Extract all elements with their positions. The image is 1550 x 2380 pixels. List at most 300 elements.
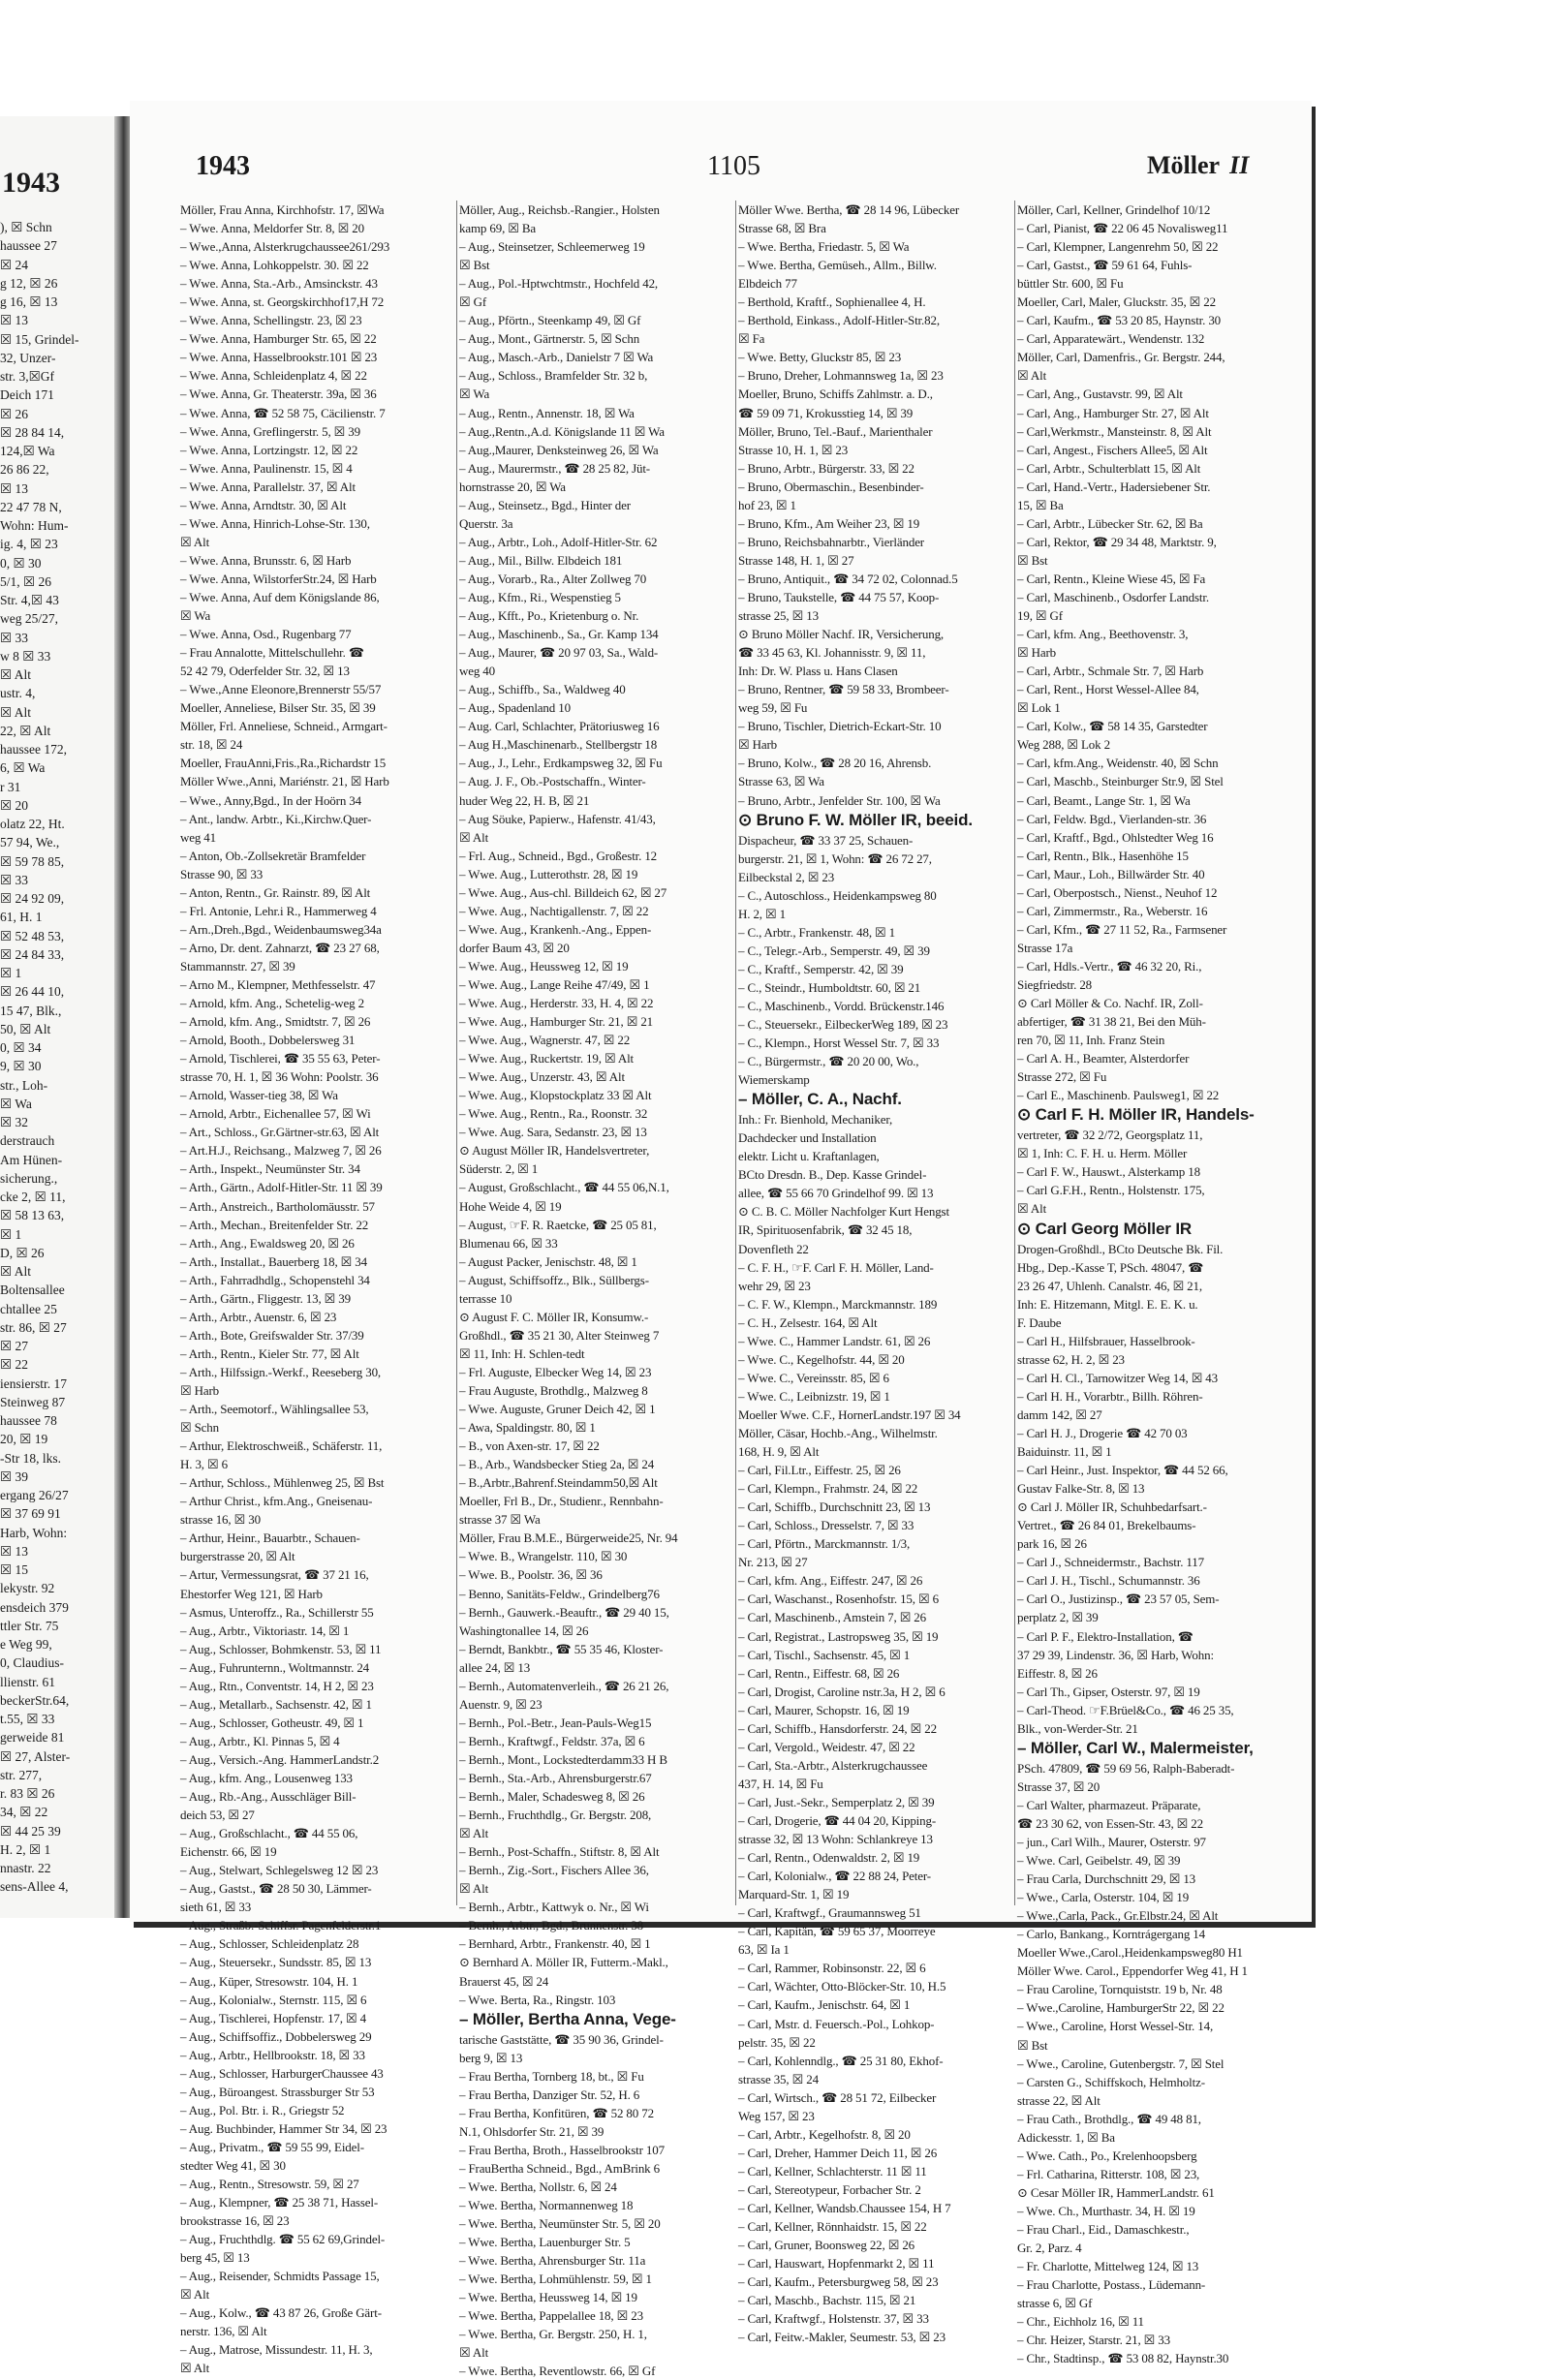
left-page-line: 5/1, ☒ 26 [0,573,51,589]
left-page-line: Am Hünen- [0,1152,63,1167]
left-page-line: ☒ 15 [0,1562,28,1577]
directory-entry-line: Möller Wwe. Bertha, ☎ 28 14 96, Lübecker [738,202,960,217]
directory-entry-line: – Bernhard, Arbtr., Frankenstr. 40, ☒ 1 [459,1936,651,1952]
directory-entry-line: – Wwe. Aug., Klopstockplatz 33 ☒ Alt [459,1088,652,1103]
directory-entry-line: – Arnold, Wasser-tieg 38, ☒ Wa [180,1088,338,1103]
directory-entry-line: ☎ 59 09 71, Krokusstieg 14, ☒ 39 [738,405,914,420]
left-page-lines [0,218,114,1897]
directory-entry-line: – Arthur, Heinr., Bauarbtr., Schauen- [180,1530,360,1546]
directory-entry-line: – Carl, Pförtn., Marckmannstr. 1/3, [738,1536,911,1552]
directory-entry-line: – Arth., Ang., Ewaldsweg 20, ☒ 26 [180,1235,355,1251]
column-divider [1014,201,1015,1905]
directory-entry-line: – C., Steindr., Humboldtstr. 60, ☒ 21 [738,979,921,995]
directory-entry-line: – Arth., Gärtn., Fliggestr. 13, ☒ 39 [180,1290,351,1306]
directory-entry-line: – Bernh., Pol.-Betr., Jean-Pauls-Weg15 [459,1715,652,1730]
directory-entry-line: ☒ Bst [1017,552,1048,568]
left-page-line: Wohn: Hum- [0,518,69,533]
directory-entry-line: – Carl, Kellner, Wandsb.Chaussee 154, H 7 [738,2200,951,2215]
directory-entry-line: Wiemerskamp [738,1072,810,1088]
directory-entry-line: ☒ Alt [1017,368,1047,384]
directory-entry-line: strasse 35, ☒ 24 [738,2071,819,2086]
directory-entry-line: – Aug., Schlosser, HarburgerChaussee 43 [180,2065,384,2081]
directory-entry-line: – Aug., Kfft., Po., Krietenburg o. Nr. [459,608,639,624]
directory-entry-line: – Carl, Hand.-Vertr., Hadersiebener Str. [1017,479,1211,494]
left-page-line: lekystr. 92 [0,1581,55,1596]
directory-entry-line: – Carl, Maurer, Schopstr. 16, ☒ 19 [738,1702,910,1717]
directory-entry-line: – Bruno, Dreher, Lohmannsweg 1a, ☒ 23 [738,368,944,384]
left-page-line: haussee 172, [0,742,67,757]
directory-entry-line: – Carl, Hdls.-Vertr., ☎ 46 32 20, Ri., [1017,958,1202,974]
directory-entry-line: – Wwe. Anna, Brunsstr. 6, ☒ Harb [180,552,352,568]
column-divider [456,201,457,1905]
directory-entry-line: Großhdl., ☎ 35 21 30, Alter Steinweg 7 [459,1327,660,1343]
directory-entry-line: – Wwe. Bertha, Nollstr. 6, ☒ 24 [459,2179,617,2194]
directory-entry-line: weg 59, ☒ Fu [738,700,808,716]
directory-entry-line: – Bruno, Tischler, Dietrich-Eckart-Str. 10 [738,719,942,734]
directory-entry-line: – Art., Schloss., Gr.Gärtner-str.63, ☒ Alt [180,1125,380,1140]
directory-entry-line: – Carl O., Justizinsp., ☎ 23 57 05, Sem- [1017,1592,1220,1607]
directory-entry-line: – Wwe.,Anne Eleonore,Brennerstr 55/57 [180,682,382,697]
directory-entry-line: – Aug., Arbtr., Loh., Adolf-Hitler-Str. 62 [459,534,658,549]
page-header [130,151,1312,190]
directory-entry-line: – Aug., Rentn., Stresowstr. 59, ☒ 27 [180,2177,359,2192]
directory-entry-line: burgerstrasse 20, ☒ Alt [180,1549,295,1564]
directory-entry-line: berg 9, ☒ 13 [459,2050,523,2065]
directory-entry-line: – Arnold, Booth., Dobbelersweg 31 [180,1033,356,1048]
directory-entry-line: – Carl, Schiffb., Durchschnitt 23, ☒ 13 [738,1499,931,1515]
left-page-line: ☒ 20 [0,797,28,813]
directory-entry-line: huder Weg 22, H. B, ☒ 21 [459,792,590,808]
directory-entry-line: – Carl H. H., Vorarbtr., Billh. Röhren- [1017,1388,1203,1404]
left-page-line: 61, H. 1 [0,910,43,925]
directory-entry-line: – C., Arbtr., Frankenstr. 48, ☒ 1 [738,924,895,940]
directory-entry-line: – Carl F. W., Hauswt., Alsterkamp 18 [1017,1164,1200,1180]
directory-entry-line: – Bernh., Mont., Lockstedterdamm33 H B [459,1751,667,1767]
directory-entry-line: ☒ Harb [738,737,777,753]
directory-entry-line: – Carl, Ang., Hamburger Str. 27, ☒ Alt [1017,405,1209,420]
directory-entry-line: ☒ 11, Inh: H. Schlen-tedt [459,1345,585,1361]
directory-entry-line: Moeller, Frl B., Dr., Studienr., Rennbahn- [459,1494,664,1509]
page-number: 1105 [707,151,760,181]
left-page-line: Str. 4,☒ 43 [0,593,59,607]
left-page-line: ), ☒ Schn [0,220,52,234]
page-year: 1943 [196,151,250,181]
directory-entry-line: – Wwe. Aug., Krankenh.-Ang., Eppen- [459,921,652,937]
directory-entry-line: – Bruno, Taukstelle, ☎ 44 75 57, Koop- [738,589,940,604]
directory-entry-line: – Frau Caroline, Tornquiststr. 19 b, Nr. 48 [1017,1982,1223,1997]
left-page-line: ☒ 27 [0,1339,28,1353]
directory-entry-line: Möller, Frau B.M.E., Bürgerweide25, Nr. 94 [459,1530,678,1546]
directory-entry-line: – Arth., Seemotorf., Wählingsallee 53, [180,1402,369,1417]
directory-entry-line: Elbdeich 77 [738,276,797,292]
left-page-line: t.55, ☒ 33 [0,1712,55,1726]
left-page-line: haussee 27 [0,238,57,254]
left-page-line: haussee 78 [0,1413,57,1428]
directory-entry-line: – Bernh., Arbtr., Kattwyk o. Nr., ☒ Wi [459,1900,649,1915]
directory-entry-line: Möller, Frau Anna, Kirchhofstr. 17, ☒Wa [180,202,385,217]
directory-entry-line: – Frau Bertha, Konfitüren, ☎ 52 80 72 [459,2105,654,2120]
directory-entry-line: – Aug., Pol.-Hptwchtmstr., Hochfeld 42, [459,276,659,292]
directory-entry-line: – Wwe. Bertha, Lauenburger Str. 5 [459,2235,631,2250]
directory-entry-line: 15, ☒ Ba [1017,497,1064,512]
directory-entry-line: Nr. 213, ☒ 27 [738,1555,808,1570]
directory-entry-line: – Carl, Kaufm., Petersburgweg 58, ☒ 23 [738,2274,939,2290]
directory-entry-line: – Aug., Arbtr., Hellbrookstr. 18, ☒ 33 [180,2047,365,2062]
directory-entry-line: – August, ☞F. R. Raetcke, ☎ 25 05 81, [459,1217,657,1232]
directory-entry-line: – Wwe. Bertha, Friedastr. 5, ☒ Wa [738,239,910,255]
left-page-line: ☒ 33 [0,872,28,887]
running-head-name: Möller [1147,151,1221,179]
directory-entry-line: kamp 69, ☒ Ba [459,221,537,236]
directory-entry-line: – C., Klempn., Horst Wessel Str. 7, ☒ 33 [738,1035,940,1051]
directory-entry-line: – Carl, Kaufm., ☎ 53 20 85, Haynstr. 30 [1017,313,1222,328]
left-page-line: 0, Claudius- [0,1655,64,1671]
directory-entry-line: – Arn.,Dreh.,Bgd., Weidenbaumsweg34a [180,921,382,937]
directory-entry-line: – Bruno, Rentner, ☎ 59 58 33, Brombeer- [738,682,949,697]
left-page-line: ☒ 33 [0,630,28,645]
left-page-line: ☒ 1 [0,966,22,980]
directory-entry-line: – Aug., Schlosser, Gotheustr. 49, ☒ 1 [180,1715,364,1730]
directory-entry-line: – Aug., Maschinenb., Sa., Gr. Kamp 134 [459,627,659,642]
left-page-line: ☒ 13 [0,313,28,328]
directory-entry-line: ⊙ Bernhard A. Möller IR, Futterm.-Makl., [459,1955,668,1970]
directory-entry-line: IR, Spirituosenfabrik, ☎ 32 45 18, [738,1222,913,1238]
directory-entry-line: Moeller, Carl, Maler, Gluckstr. 35, ☒ 22 [1017,294,1216,310]
directory-entry-line: – Aug., J., Lehr., Erdkampsweg 32, ☒ Fu [459,756,663,771]
directory-entry-line: – Berthold, Kraftf., Sophienallee 4, H. [738,294,926,310]
directory-entry-line: – Carl, Feitw.-Makler, Seumestr. 53, ☒ 23 [738,2330,946,2345]
left-page-line: ☒ 44 25 39 [0,1823,61,1839]
directory-entry-line: – Aug., Mil., Billw. Elbdeich 181 [459,552,623,568]
directory-entry-line: – C., Steuersekr., EilbeckerWeg 189, ☒ 23 [738,1017,948,1033]
directory-entry-line: park 16, ☒ 26 [1017,1536,1087,1552]
directory-entry-line: – Bernh., Fruchthdlg., Gr. Bergstr. 208, [459,1808,652,1823]
left-page-line: ☒ 27, Alster- [0,1748,71,1764]
directory-entry-line: strasse 62, H. 2, ☒ 23 [1017,1351,1125,1367]
directory-entry-line: Strasse 272, ☒ Fu [1017,1069,1107,1085]
directory-entry-line: – Wwe.,Caroline, HamburgerStr 22, ☒ 22 [1017,2000,1224,2016]
directory-entry-line: – Berndt, Bankbtr., ☎ 55 35 46, Kloster- [459,1641,664,1656]
left-page-line: ☒ 52 48 53, [0,928,65,943]
directory-page [130,101,1312,2379]
directory-entry-line: Moeller, FrauAnni,Fris.,Ra.,Richardstr 15 [180,756,387,771]
directory-entry-line: – Carl, Angest., Fischers Allee5, ☒ Alt [1017,442,1208,457]
left-page-line: ig. 4, ☒ 23 [0,537,58,552]
directory-entry-line: – C., Telegr.-Arb., Semperstr. 49, ☒ 39 [738,943,930,958]
directory-entry-line: – C., Kraftf., Semperstr. 42, ☒ 39 [738,961,904,976]
directory-entry-line: Strasse 63, ☒ Wa [738,774,824,789]
directory-entry-line: – B., Arb., Wandsbecker Stieg 2a, ☒ 24 [459,1457,655,1472]
directory-entry-line: ☒ Harb [1017,645,1056,661]
directory-entry-line: Brauerst 45, ☒ 24 [459,1973,549,1989]
left-page-line: 20, ☒ 19 [0,1432,48,1447]
directory-entry-line: – Carlo, Bankang., Korntrágergang 14 [1017,1927,1206,1942]
directory-entry-line: Möller, Carl, Damenfris., Gr. Bergstr. 244, [1017,350,1225,365]
directory-entry-line: – Aug., Steinsetzer, Schleemerweg 19 [459,239,645,255]
directory-column-2 [459,201,740,2379]
directory-entry-line: – Wwe. Anna, WilstorferStr.24, ☒ Harb [180,571,377,586]
directory-entry-line: – Anton, Ob.-Zollsekretär Bramfelder [180,848,366,863]
directory-entry-line: burgerstr. 21, ☒ 1, Wohn: ☎ 26 72 27, [738,850,932,866]
directory-entry-line: – Wwe., Carla, Osterstr. 104, ☒ 19 [1017,1890,1190,1905]
directory-entry-line: – Carl, kfm. Ang., Eiffestr. 247, ☒ 26 [738,1573,923,1589]
directory-entry-line: – Carl, Kaufm., Jenischstr. 64, ☒ 1 [738,1997,911,2013]
directory-entry-line: – Wwe. B., Poolstr. 36, ☒ 36 [459,1567,603,1583]
directory-entry-line: – Carl, Kolonialw., ☎ 22 88 24, Peter- [738,1869,931,1884]
directory-entry-line: tarische Gaststätte, ☎ 35 90 36, Grindel- [459,2031,664,2047]
directory-entry-line: – Aug H.,Maschinenarb., Stellbergstr 18 [459,737,658,753]
directory-entry-line: ☒ Fa [738,331,765,347]
directory-entry-line: nerstr. 136, ☒ Alt [180,2324,267,2339]
directory-entry-line: – Aug., Küper, Stresowstr. 104, H. 1 [180,1973,358,1989]
directory-entry-line: – Frau Bertha, Tornberg 18, bt., ☒ Fu [459,2068,644,2084]
directory-entry-line: – Frl. Catharina, Ritterstr. 108, ☒ 23, [1017,2166,1200,2181]
left-page-line: str. 3,☒Gf [0,369,54,384]
directory-entry-line: Strasse 10, H. 1, ☒ 23 [738,442,849,457]
directory-entry-line: – Carl, Zimmermstr., Ra., Weberstr. 16 [1017,903,1208,918]
directory-entry-line: – Wwe. Anna, Lohkoppelstr. 30. ☒ 22 [180,258,369,273]
left-page-line: sens-Allee 4, [0,1879,69,1895]
directory-entry-line: ⊙ Carl F. H. Möller IR, Handels- [1017,1105,1255,1125]
directory-entry-line: – Chr., Stadtinsp., ☎ 53 08 82, Haynstr.30 [1017,2351,1229,2366]
left-page-line: Harb, Wohn: [0,1525,68,1540]
directory-entry-line: ☒ Schn [180,1420,220,1436]
directory-entry-line: Eilbeckstal 2, ☒ 23 [738,869,835,884]
directory-entry-line: allee, ☎ 55 66 70 Grindelhof 99. ☒ 13 [738,1186,934,1201]
directory-entry-line: BCto Dresdn. B., Dep. Kasse Grindel- [738,1167,927,1183]
directory-entry-line: Strasse 90, ☒ 33 [180,866,264,881]
directory-entry-line: allee 24, ☒ 13 [459,1659,531,1675]
left-page-line: weg 25/27, [0,611,58,627]
left-page-line: H. 2, ☒ 1 [0,1841,51,1857]
directory-entry-line: – Wwe. Aug., Rentn., Ra., Roonstr. 32 [459,1106,648,1122]
left-page-line: ☒ 32 [0,1115,28,1129]
directory-entry-line: – Carl Heinr., Just. Inspektor, ☎ 44 52 66, [1017,1463,1228,1478]
left-page-line: ☒ Alt [0,1264,31,1279]
directory-entry-line: vertreter, ☎ 32 2/72, Georgsplatz 11, [1017,1128,1203,1143]
directory-entry-line: strasse 6, ☒ Gf [1017,2296,1093,2311]
directory-entry-line: – Wwe. Aug., Lutterothstr. 28, ☒ 19 [459,866,638,881]
directory-entry-line: – Arth., Anstreich., Bartholomäusstr. 57 [180,1198,375,1214]
directory-entry-line: – Artur, Vermessungsrat, ☎ 37 21 16, [180,1567,369,1583]
directory-entry-line: – Carl, Just.-Sekr., Semperplatz 2, ☒ 39 [738,1794,935,1809]
directory-entry-line: – Asmus, Unteroffz., Ra., Schillerstr 55 [180,1604,374,1620]
directory-entry-line: 168, H. 9, ☒ Alt [738,1444,820,1460]
directory-entry-line: – Bernh., Maler, Schadesweg 8, ☒ 26 [459,1789,645,1805]
directory-entry-line: – Carl-Theod. ☞F.Brüel&Co., ☎ 46 25 35, [1017,1702,1234,1717]
directory-entry-line: Strasse 68, ☒ Bra [738,221,826,236]
directory-entry-line: – Bernh., Sta.-Arb., Ahrensburgerstr.67 [459,1770,652,1785]
directory-entry-line: Hohe Weide 4, ☒ 19 [459,1198,562,1214]
directory-entry-line: – Carl, Stereotypeur, Forbacher Str. 2 [738,2181,921,2197]
directory-entry-line: – August Packer, Jenischstr. 48, ☒ 1 [459,1253,637,1269]
directory-entry-line: – Bruno, Arbtr., Jenfelder Str. 100, ☒ Wa [738,792,941,808]
directory-entry-line: – Aug., Fruchthdlg. ☎ 55 62 69,Grindel- [180,2232,386,2247]
directory-entry-line: – Aug., Fuhrunternn., Woltmannstr. 24 [180,1659,370,1675]
directory-entry-line: – Frau Annalotte, Mittelschullehr. ☎ [180,645,364,661]
directory-entry-line: perplatz 2, ☒ 39 [1017,1610,1099,1625]
directory-entry-line: Inh: Dr. W. Plass u. Hans Clasen [738,664,898,679]
directory-entry-line: – Carl H. J., Drogerie ☎ 42 70 03 [1017,1426,1188,1440]
left-page-line: ☒ 24 92 09, [0,891,65,906]
directory-entry-line: – Aug., Maurer, ☎ 20 97 03, Sa., Wald- [459,645,659,661]
directory-entry-line: – Carl, Kellner, Rönnhaidstr. 15, ☒ 22 [738,2219,927,2235]
directory-entry-line: Hbg., Dep.-Kasse T, PSch. 48047, ☎ [1017,1259,1204,1275]
directory-entry-line: Dachdecker und Installation [738,1130,877,1146]
directory-entry-line: ⊙ C. B. C. Möller Nachfolger Kurt Hengst [738,1204,949,1220]
left-page-line: Deich 171 [0,387,54,403]
directory-entry-line: – Carl, Wirtsch., ☎ 28 51 72, Eilbecker [738,2089,937,2105]
directory-entry-line: dorfer Baum 43, ☒ 20 [459,940,570,955]
directory-entry-line: – Aug., Schlosser, Schleidenplatz 28 [180,1936,359,1952]
directory-entry-line: – Aug., Arbtr., Viktoriastr. 14, ☒ 1 [180,1623,350,1638]
directory-entry-line: – Wwe. B., Wrangelstr. 110, ☒ 30 [459,1549,628,1564]
directory-entry-line: – Aug., Straßb.-Schiffsr. Pagenfelderstr.1 [180,1918,382,1933]
directory-entry-line: – Carl, Feldw. Bgd., Vierlanden-str. 36 [1017,811,1207,826]
directory-entry-line: ☒ Lok 1 [1017,700,1061,716]
directory-entry-line: – Carl,Werkmstr., Mansteinstr. 8, ☒ Alt [1017,423,1212,439]
directory-entry-line: ☒ Alt [180,534,210,549]
column-divider [735,201,736,1905]
directory-entry-line: – Carl Walter, pharmazeut. Präparate, [1017,1797,1201,1812]
directory-entry-line: – Carl G.F.H., Rentn., Holstenstr. 175, [1017,1183,1205,1198]
directory-entry-line: – Ant., landw. Arbtr., Ki.,Kirchw.Quer- [180,811,372,826]
directory-entry-line: – Aug., Reisender, Schmidts Passage 15, [180,2269,380,2284]
directory-entry-line: – Bernh., Arbtr., Bgd., Brunnenstr. 38 [459,1918,644,1933]
directory-entry-line: – Carl, Pianist, ☎ 22 06 45 Novalisweg11 [1017,221,1228,236]
directory-entry-line: – Carl, Wächter, Otto-Blöcker-Str. 10, H.5 [738,1979,946,1994]
directory-entry-line: – Aug. J. F., Ob.-Postschaffn., Winter- [459,774,646,789]
directory-entry-line: – Anton, Rentn., Gr. Rainstr. 89, ☒ Alt [180,884,371,900]
directory-entry-line: str. 18, ☒ 24 [180,737,243,753]
directory-entry-line: ☒ Bst [459,258,490,273]
directory-entry-line: – Arth., Installat., Bauerberg 18, ☒ 34 [180,1253,367,1269]
directory-entry-line: – Carl, Klempner, Langenrehm 50, ☒ 22 [1017,239,1219,255]
left-page-line: D, ☒ 26 [0,1245,45,1260]
directory-entry-line: – Benno, Sanitäts-Feldw., Grindelberg76 [459,1586,660,1601]
directory-entry-line: – Carl Th., Gipser, Osterstr. 97, ☒ 19 [1017,1684,1200,1699]
directory-entry-line: ☒ 1, Inh: C. F. H. u. Herm. Möller [1017,1146,1188,1161]
left-page-line: chtallee 25 [0,1301,57,1316]
directory-column-4 [1017,201,1288,2366]
directory-entry-line: – Wwe. C., Vereinsstr. 85, ☒ 6 [738,1370,889,1385]
directory-entry-line: strasse 22, ☒ Alt [1017,2092,1100,2108]
directory-entry-line: strasse 16, ☒ 30 [180,1512,261,1528]
directory-entry-line: – C., Maschinenb., Vordd. Brückenstr.146 [738,998,945,1013]
directory-entry-line: – Möller, Bertha Anna, Vege- [459,2009,676,2028]
directory-entry-line: – Arnold, kfm. Ang., Schetelig-weg 2 [180,996,364,1011]
directory-entry-line: – Wwe. Bertha, Gemüseh., Allm., Billw. [738,258,937,273]
directory-entry-line: – Carl, Apparatewärt., Wendenstr. 132 [1017,331,1205,347]
directory-entry-line: Weg 288, ☒ Lok 2 [1017,737,1110,753]
directory-entry-line: – FrauBertha Schneid., Bgd., AmBrink 6 [459,2160,660,2176]
directory-entry-line: ⊙ Bruno Möller Nachf. IR, Versicherung, [738,627,945,642]
directory-entry-line: – Aug., Klempner, ☎ 25 38 71, Hassel- [180,2195,379,2210]
directory-entry-line: – Carl, Drogist, Caroline nstr.3a, H 2, ☒ 6 [738,1684,946,1699]
left-page-line: 22 47 78 N, [0,499,62,514]
directory-entry-line: – Arth., Mechan., Breitenfelder Str. 22 [180,1217,369,1232]
directory-entry-line: pelstr. 35, ☒ 22 [738,2034,816,2050]
directory-entry-line: – Carl, Kfm., ☎ 27 11 52, Ra., Farmsener [1017,921,1227,937]
directory-entry-line: – Bruno, Reichsbahnarbtr., Vierländer [738,534,924,549]
directory-entry-line: weg 41 [180,829,217,845]
directory-entry-line: elektr. Licht u. Kraftanlagen, [738,1149,880,1164]
directory-entry-line: – Carl, Beamt., Lange Str. 1, ☒ Wa [1017,792,1191,808]
directory-entry-line: – Wwe. Aug., Heussweg 12, ☒ 19 [459,958,629,974]
directory-entry-line: – Wwe. Bertha, Ahrensburger Str. 11a [459,2253,646,2269]
directory-entry-line: – Carl, Sta.-Arbtr., Alsterkrugchaussee [738,1757,928,1773]
directory-entry-line: – Wwe. Anna, Parallelstr. 37, ☒ Alt [180,479,356,494]
directory-entry-line: – Carsten G., Schiffskoch, Helmholtz- [1017,2074,1205,2089]
left-page-line: ☒ 59 78 85, [0,853,65,869]
directory-entry-line: – Chr. Heizer, Starstr. 21, ☒ 33 [1017,2333,1170,2348]
directory-entry-line: – Arnold, Arbtr., Eichenallee 57, ☒ Wi [180,1106,371,1122]
left-page-line: 9, ☒ 30 [0,1059,42,1074]
directory-entry-line: – Carl E., Maschinenb. Paulsweg1, ☒ 22 [1017,1088,1220,1103]
directory-entry-line: – Wwe. Ch., Murthastr. 34, H. ☒ 19 [1017,2203,1195,2218]
left-page-line: 26 86 22, [0,462,49,478]
directory-entry-line: – C., Bürgermstr., ☎ 20 20 00, Wo., [738,1054,919,1069]
directory-entry-line: – Aug., Rtn., Conventstr. 14, H 2, ☒ 23 [180,1678,374,1693]
directory-entry-line: – Frl. Aug., Schneid., Bgd., Großestr. 12 [459,848,658,863]
directory-entry-line: Eiffestr. 8, ☒ 26 [1017,1665,1098,1681]
left-page-line: ☒ 13 [0,480,28,496]
directory-entry-line: – Carl, Rentn., Kleine Wiese 45, ☒ Fa [1017,571,1206,586]
directory-entry-line: – Carl, Rektor, ☎ 29 34 48, Marktstr. 9, [1017,534,1217,549]
directory-entry-line: – Berthold, Einkass., Adolf-Hitler-Str.82, [738,313,940,328]
directory-entry-line: – Carl, Kraftwgf., Holstenstr. 37, ☒ 33 [738,2311,929,2327]
directory-entry-line: – Carl, Vergold., Weidestr. 47, ☒ 22 [738,1739,915,1754]
directory-entry-line: – Wwe. Anna, Sta.-Arb., Amsinckstr. 43 [180,276,378,292]
directory-entry-line: weg 40 [459,664,496,679]
directory-entry-line: Süderstr. 2, ☒ 1 [459,1161,539,1177]
directory-entry-line: büttler Str. 600, ☒ Fu [1017,276,1124,292]
directory-entry-line: – Arth., Rentn., Kieler Str. 77, ☒ Alt [180,1345,359,1361]
left-page-line: derstrauch [0,1133,55,1149]
directory-entry-line: – Aug., Masch.-Arb., Danielstr 7 ☒ Wa [459,350,654,365]
directory-entry-line: – Arnold, Tischlerei, ☎ 35 55 63, Peter- [180,1051,381,1066]
directory-entry-line: brookstrasse 16, ☒ 23 [180,2213,290,2229]
directory-entry-line: – Wwe. Aug. Sara, Sedanstr. 23, ☒ 13 [459,1125,647,1140]
directory-entry-line: – Carl, Maschb., Bachstr. 115, ☒ 21 [738,2293,916,2308]
directory-entry-line: abfertiger, ☎ 31 38 21, Bei den Müh- [1017,1014,1206,1030]
directory-entry-line: – Fr. Charlotte, Mittelweg 124, ☒ 13 [1017,2259,1199,2274]
directory-entry-line: – Arth., Hilfssign.-Werkf., Reeseberg 30, [180,1364,382,1379]
left-page-line: 22, ☒ Alt [0,723,51,738]
directory-entry-line: – Aug., Stelwart, Schlegelsweg 12 ☒ 23 [180,1863,379,1878]
directory-entry-line: – Carl, Maschb., Steinburger Str.9, ☒ Stel [1017,774,1224,789]
directory-entry-line: F. Daube [1017,1314,1062,1330]
directory-entry-line: – Aug., Steinsetz., Bgd., Hinter der [459,497,631,512]
directory-entry-line: – Wwe. Bertha, Heussweg 14, ☒ 19 [459,2290,637,2305]
left-page-line: ☒ Alt [0,704,31,720]
directory-entry-line: – Aug., Arbtr., Kl. Pinnas 5, ☒ 4 [180,1733,340,1748]
directory-entry-line: ⊙ August F. C. Möller IR, Konsumw.- [459,1309,649,1324]
directory-entry-line: Dovenfleth 22 [738,1241,809,1256]
directory-entry-line: – Carl, Ang., Gustavstr. 99, ☒ Alt [1017,386,1183,402]
directory-entry-line: Möller Wwe.,Anni, Mariénstr. 21, ☒ Harb [180,774,389,789]
directory-entry-line: – Wwe.,Carla, Pack., Gr.Elbstr.24, ☒ Alt [1017,1908,1219,1924]
directory-entry-line: – Bernh., Post-Schaffn., Stiftstr. 8, ☒ Alt [459,1844,660,1860]
directory-entry-line: Dispacheur, ☎ 33 37 25, Schauen- [738,832,914,848]
directory-entry-line: terrasse 10 [459,1290,512,1306]
directory-entry-line: – Aug., Kolw., ☎ 43 87 26, Große Gärt- [180,2305,382,2321]
directory-entry-line: – Carl, Arbtr., Kegelhofstr. 8, ☒ 20 [738,2126,911,2142]
directory-entry-line: – Wwe.,Anna, Alsterkrugchaussee261/293 [180,239,390,255]
left-page-line: nnastr. 22 [0,1861,51,1875]
directory-entry-line: – Aug.,Maurer, Denksteinweg 26, ☒ Wa [459,442,659,457]
directory-entry-line: – Wwe., Anny,Bgd., In der Hoörn 34 [180,792,361,808]
